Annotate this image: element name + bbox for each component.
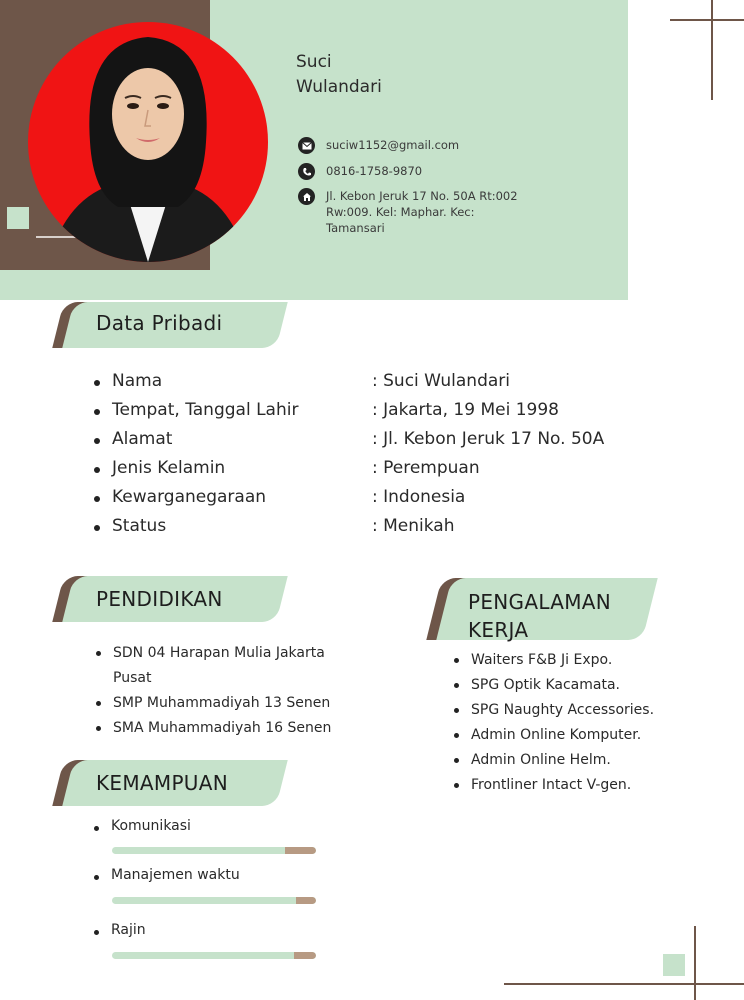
email-text: suciw1152@gmail.com: [326, 138, 460, 152]
section-title-kemampuan: KEMAMPUAN: [96, 771, 228, 795]
personal-value: : Jakarta, 19 Mei 1998: [372, 400, 559, 420]
skill-label: Manajemen waktu: [94, 867, 240, 883]
first-name: Suci: [296, 52, 332, 72]
personal-row: [94, 429, 172, 449]
list-item: Waiters F&B Ji Expo.: [454, 648, 714, 673]
personal-label: Status: [112, 516, 167, 536]
personal-value: : Jl. Kebon Jeruk 17 No. 50A: [372, 429, 605, 449]
address-text: Jl. Kebon Jeruk 17 No. 50A Rt:002 Rw:009. Kel: Maphar. Kec: Tamansari: [326, 189, 518, 235]
section-tab-pengalaman: [434, 578, 646, 640]
personal-row: [94, 400, 298, 420]
personal-label: Kewarganegaraan: [112, 487, 267, 507]
skill-label: Rajin: [94, 922, 146, 938]
decor-bottom-vline: [694, 926, 696, 1000]
list-item: SPG Optik Kacamata.: [454, 673, 714, 698]
personal-row: [94, 458, 225, 478]
education-list: [96, 641, 346, 741]
section-tab-kemampuan: [58, 760, 278, 806]
skill-bar: [112, 897, 316, 904]
section-title-pendidikan: PENDIDIKAN: [96, 587, 223, 611]
skill-bar: [112, 847, 316, 854]
portrait-illustration: [28, 22, 268, 262]
decor-square-top: [7, 207, 29, 229]
section-title-data-pribadi: Data Pribadi: [96, 311, 223, 335]
decor-crosshair-h: [670, 19, 744, 21]
section-tab-data-pribadi: [58, 302, 278, 348]
skill-bar-remainder: [296, 897, 316, 904]
skill-label: Komunikasi: [94, 818, 191, 834]
skill-bar: [112, 952, 316, 959]
personal-label: Jenis Kelamin: [112, 458, 226, 478]
list-item: SMA Muhammadiyah 16 Senen: [96, 716, 346, 741]
home-icon: [298, 188, 315, 205]
contact-email: [298, 137, 496, 154]
personal-value: : Menikah: [372, 516, 455, 536]
profile-photo: [28, 22, 268, 262]
personal-value: : Suci Wulandari: [372, 371, 510, 391]
section-tab-pendidikan: [58, 576, 278, 622]
experience-list: [454, 648, 714, 798]
last-name: Wulandari: [296, 77, 382, 97]
personal-label: Nama: [112, 371, 163, 391]
phone-icon: [298, 163, 315, 180]
section-title-pengalaman: PENGALAMAN KERJA: [468, 590, 612, 642]
person-name: [296, 50, 382, 100]
personal-label: Alamat: [112, 429, 173, 449]
personal-label: Tempat, Tanggal Lahir: [112, 400, 299, 420]
personal-row: [94, 516, 166, 536]
phone-text: 0816-1758-9870: [326, 164, 423, 178]
contact-address: [298, 188, 521, 236]
personal-value: : Indonesia: [372, 487, 466, 507]
email-icon: [298, 137, 315, 154]
personal-row: [94, 371, 162, 391]
decor-crosshair-v: [711, 0, 713, 100]
list-item: Frontliner Intact V-gen.: [454, 773, 714, 798]
personal-row: [94, 487, 266, 507]
skill-bar-remainder: [294, 952, 316, 959]
list-item: Admin Online Komputer.: [454, 723, 714, 748]
personal-value: : Perempuan: [372, 458, 480, 478]
list-item: SMP Muhammadiyah 13 Senen: [96, 691, 346, 716]
decor-bottom-line: [504, 983, 744, 985]
contact-phone: [298, 163, 496, 180]
list-item: SDN 04 Harapan Mulia Jakarta Pusat: [96, 641, 346, 691]
list-item: SPG Naughty Accessories.: [454, 698, 714, 723]
decor-square-bottom: [663, 954, 685, 976]
list-item: Admin Online Helm.: [454, 748, 714, 773]
skill-bar-remainder: [285, 847, 316, 854]
